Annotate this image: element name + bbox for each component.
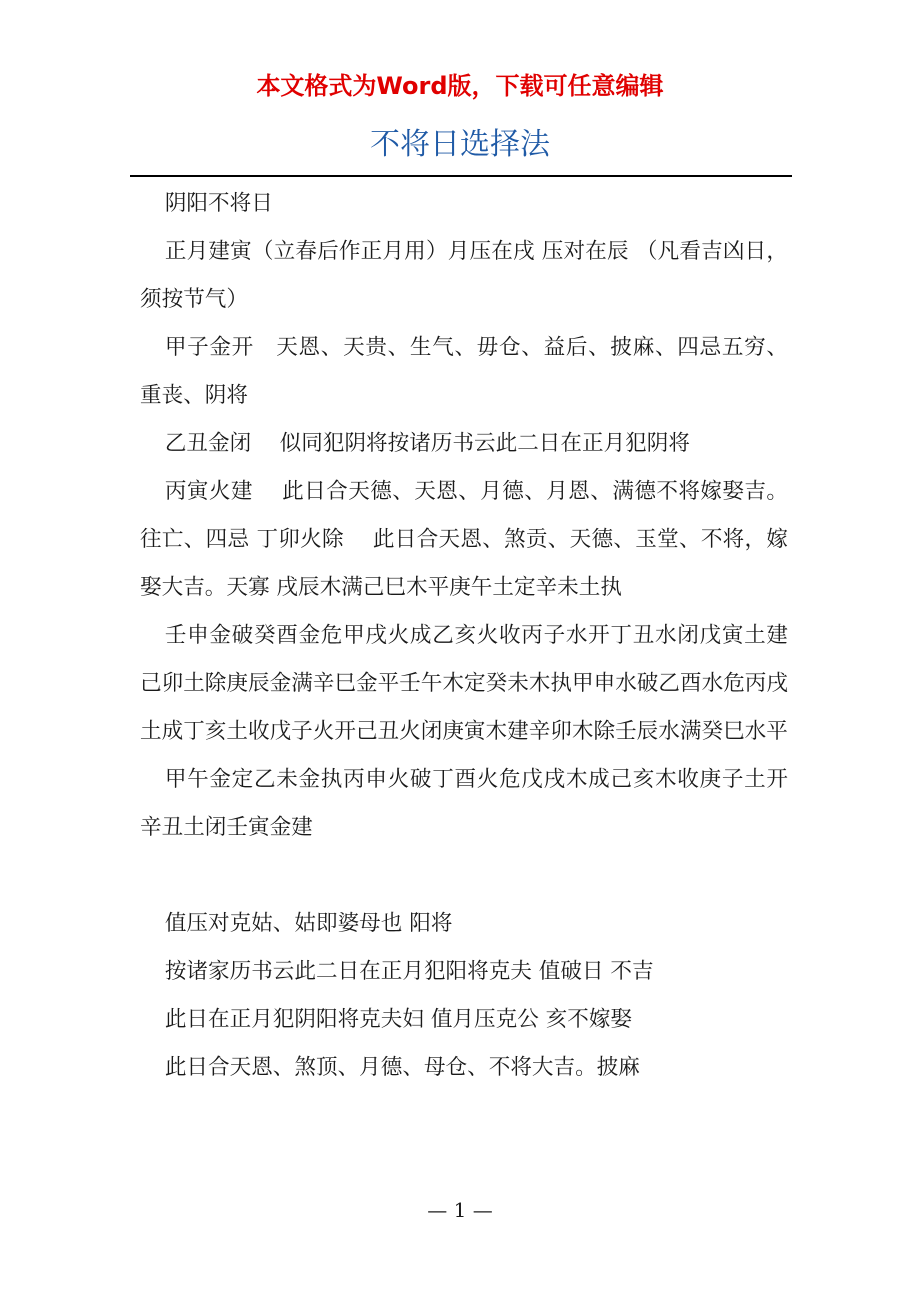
paragraph: 丙寅火建 此日合天德、天恩、月德、月恩、满德不将嫁娶吉。往亡、四忌 丁卯火除 此日合天恩、煞贡、天德、玉堂、不将，嫁娶大吉。天寡 戌辰木满己巳木平庚午土定辛未土执 [140,479,788,600]
paragraph: 阴阳不将日 [164,191,273,216]
paragraph-spacer [140,852,788,900]
download-banner: 本文格式为Word版，下载可任意编辑 [256,72,664,100]
document-title: 不将日选择法 [370,127,550,162]
paragraph: 甲子金开 天恩、天贵、生气、毋仓、益后、披麻、四忌五穷、重丧、阴将 [140,335,788,408]
paragraph: 正月建寅（立春后作正月用）月压在戌 压对在辰 （凡看吉凶日，须按节气） [140,239,788,312]
paragraph: 按诸家历书云此二日在正月犯阳将克夫 值破日 不吉 [164,959,654,984]
page-number: — 1 — [427,1198,493,1222]
paragraph: 壬申金破癸酉金危甲戌火成乙亥火收丙子水开丁丑水闭戊寅土建己卯土除庚辰金满辛巳金平壬午木定癸未木执甲申水破乙酉水危丙戌土成丁亥土收戊子火开己丑火闭庚寅木建辛卯木除壬辰水满癸巳水平 [140,623,788,744]
paragraph: 甲午金定乙未金执丙申火破丁酉火危戊戌木成己亥木收庚子土开辛丑土闭壬寅金建 [140,767,788,840]
paragraph: 乙丑金闭 似同犯阴将按诸历书云此二日在正月犯阴将 [164,431,690,456]
paragraph: 此日在正月犯阴阳将克夫妇 值月压克公 亥不嫁娶 [164,1007,633,1032]
title-divider [130,175,792,177]
paragraph: 此日合天恩、煞顶、月德、母仓、不将大吉。披麻 [164,1055,640,1080]
paragraph: 值压对克姑、姑即婆母也 阳将 [164,911,453,936]
document-body [140,180,788,1092]
